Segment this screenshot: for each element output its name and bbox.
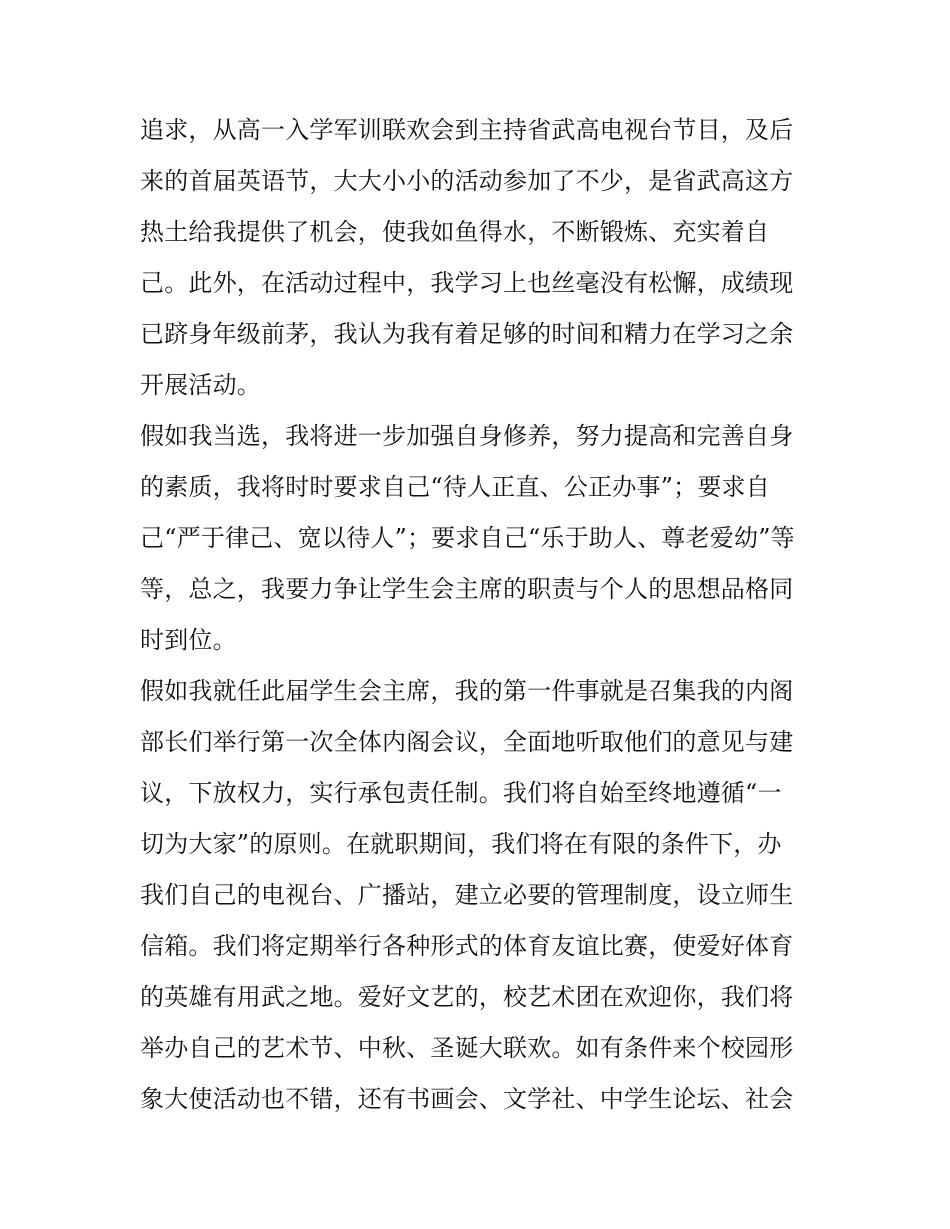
text-line: 我们自己的电视台、广播站，建立必要的管理制度，设立师生: [140, 881, 794, 909]
text-line: 追求，从高一入学军训联欢会到主持省武高电视台节目，及后: [140, 116, 794, 144]
text-line: 举办自己的艺术节、中秋、圣诞大联欢。如有条件来个校园形: [140, 1034, 794, 1062]
text-line: 假如我就任此届学生会主席，我的第一件事就是召集我的内阁: [140, 677, 794, 705]
text-line: 已跻身年级前茅，我认为我有着足够的时间和精力在学习之余: [140, 320, 794, 348]
text-line: 等，总之，我要力争让学生会主席的职责与个人的思想品格同: [140, 575, 794, 603]
text-line: 的英雄有用武之地。爱好文艺的，校艺术团在欢迎你，我们将: [140, 983, 794, 1011]
text-line: 时到位。: [140, 626, 237, 654]
text-line: 己。此外，在活动过程中，我学习上也丝毫没有松懈，成绩现: [140, 269, 794, 297]
text-line: 信箱。我们将定期举行各种形式的体育友谊比赛，使爱好体育: [140, 932, 794, 960]
text-line: 的素质，我将时时要求自己“待人正直、公正办事”；要求自: [140, 473, 770, 501]
text-line: 假如我当选，我将进一步加强自身修养，努力提高和完善自身: [140, 422, 794, 450]
text-line: 热土给我提供了机会，使我如鱼得水，不断锻炼、充实着自: [140, 218, 770, 246]
text-line: 切为大家”的原则。在就职期间，我们将在有限的条件下，办: [140, 830, 782, 858]
text-line: 己“严于律己、宽以待人”；要求自己“乐于助人、尊老爱幼”等: [140, 524, 795, 552]
text-line: 开展活动。: [140, 371, 261, 399]
text-line: 议，下放权力，实行承包责任制。我们将自始至终地遵循“一: [140, 779, 782, 807]
document-body: [140, 105, 820, 1125]
text-line: 部长们举行第一次全体内阁会议，全面地听取他们的意见与建: [140, 728, 794, 756]
text-line: 象大使活动也不错，还有书画会、文学社、中学生论坛、社会: [140, 1085, 794, 1113]
text-line: 来的首届英语节，大大小小的活动参加了不少，是省武高这方: [140, 167, 794, 195]
